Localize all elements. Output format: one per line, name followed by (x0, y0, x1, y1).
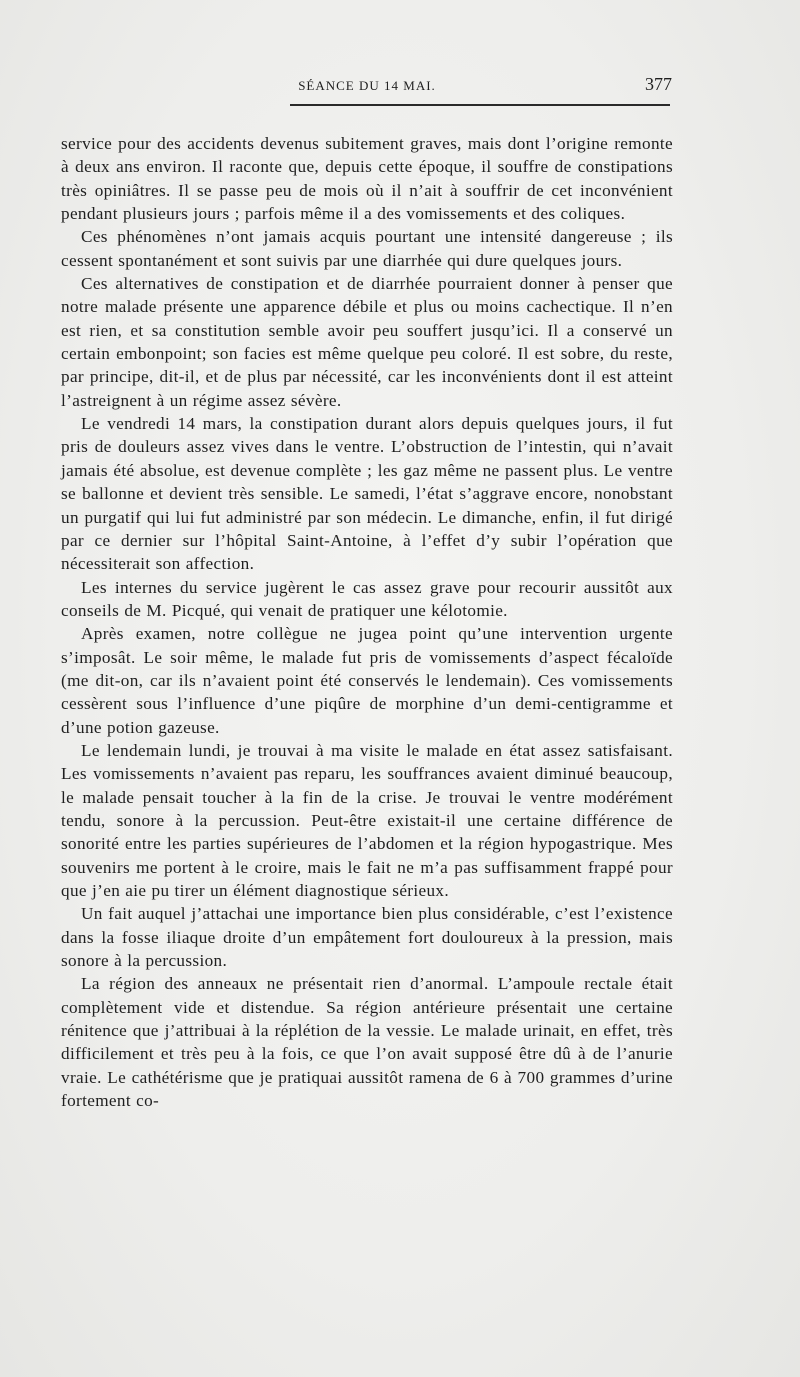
paragraph: La région des anneaux ne présentait rien d’anormal. L’ampoule rectale était complètement vide et distendue. Sa région antérieure présentait une certaine rénitence que j’attribuai à la réplétion de la vessie. Le malade urinait, en effet, très difficilement et très peu à la fois, ce que l’on avait supposé être dû à de l’anurie vraie. Le cathétérisme que je pratiquai aussitôt ramena de 6 à 700 grammes d’urine fortement co- (61, 974, 673, 1111)
paragraph: Un fait auquel j’attachai une importance bien plus considérable, c’est l’existence dans la fosse iliaque droite d’un empâtement fort douloureux à la pression, mais sonore à la percussion. (61, 904, 673, 971)
header-rule (290, 104, 670, 106)
running-head-month: MAI. (403, 78, 436, 93)
paragraph: Après examen, notre collègue ne jugea point qu’une intervention urgente s’imposât. Le soir même, le malade fut pris de vomissements d’aspect fécaloïde (me dit-on, car ils n’avaient point été conservés le lendemain). Ces vomissements cessèrent sous l’influence d’une piqûre de morphine d’un demi-centigramme et d’une potion gazeuse. (61, 624, 673, 737)
paragraph: Le lendemain lundi, je trouvai à ma visite le malade en état assez satisfaisant. Les vomissements n’avaient pas reparu, les souffrances avaient diminué beaucoup, le malade pensait toucher à la fin de la crise. Je trouvai le ventre modérément tendu, sonore à la percussion. Peut-être existait-il une certaine différence de sonorité entre les parties supérieures de l’abdomen et la région hypogastrique. Mes souvenirs me portent à le croire, mais le fait ne m’a pas suffisamment frappé pour que j’en aie pu tirer un élément diagnostique sérieux. (61, 740, 673, 900)
page-header (62, 74, 672, 98)
running-head-day: 14 (384, 78, 400, 93)
running-head (62, 78, 672, 94)
paragraph: Les internes du service jugèrent le cas assez grave pour recourir aussitôt aux conseils de M. Picqué, qui venait de pratiquer une kélotomie. (61, 577, 673, 620)
paragraph: Le vendredi 14 mars, la constipation durant alors depuis quelques jours, il fut pris de douleurs assez vives dans le ventre. L’obstruction de l’intestin, qui n’avait jamais été absolue, est devenue complète ; les gaz même ne passent plus. Le ventre se ballonne et devient très sensible. Le samedi, l’état s’aggrave encore, nonobstant un purgatif qui lui fut administré par son médecin. Le dimanche, enfin, il fut dirigé par ce dernier sur l’hôpital Saint-Antoine, à l’effet d’y subir l’opération que nécessiterait son affection. (61, 414, 673, 574)
paragraph: service pour des accidents devenus subitement graves, mais dont l’origine remonte à deux ans environ. Il raconte que, depuis cette époque, il souffre de constipations très opiniâtres. Il se passe peu de mois où il n’ait à souffrir de cet inconvénient pendant plusieurs jours ; parfois même il a des vomissements et des coliques. (61, 134, 673, 224)
running-head-prefix: SÉANCE DU (298, 78, 380, 93)
paragraph: Ces alternatives de constipation et de diarrhée pourraient donner à penser que notre malade présente une apparence débile et plus ou moins cachectique. Il n’en est rien, et sa constitution semble avoir peu souffert jusqu’ici. Il a conservé un certain embonpoint; son facies est même quelque peu coloré. Il est sobre, du reste, par principe, dit-il, et de plus par nécessité, car les inconvénients dont il est atteint l’astreignent à un régime assez sévère. (61, 274, 673, 410)
body-text (61, 132, 673, 1112)
paragraph: Ces phénomènes n’ont jamais acquis pourtant une intensité dangereuse ; ils cessent spontanément et sont suivis par une diarrhée qui dure quelques jours. (61, 227, 673, 270)
page-number: 377 (645, 74, 672, 94)
